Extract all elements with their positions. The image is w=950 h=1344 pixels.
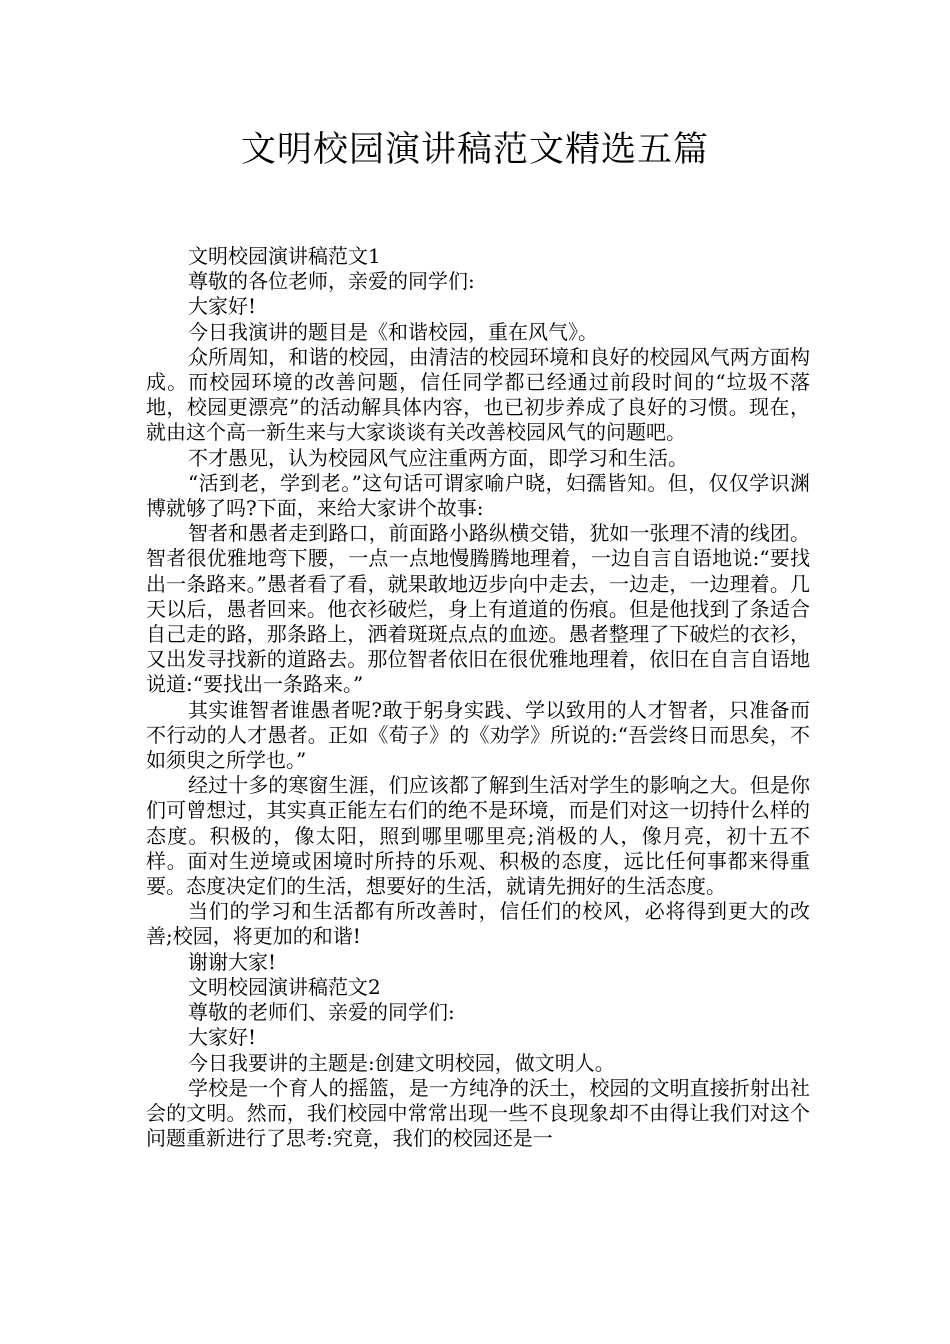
document-body xyxy=(146,244,810,1151)
paragraph: 众所周知，和谐的校园，由清洁的校园环境和良好的校园风气两方面构成。而校园环境的改善问题，信任同学都已经通过前段时间的“垃圾不落地，校园更漂亮”的活动解具体内容，也已初步养成了良好的习惯。现在，就由这个高一新生来与大家谈谈有关改善校园风气的问题吧。 xyxy=(146,344,810,445)
paragraph: 当们的学习和生活都有所改善时，信任们的校风，必将得到更大的改善;校园，将更加的和谐! xyxy=(146,899,810,949)
paragraph: 智者和愚者走到路口，前面路小路纵横交错，犹如一张理不清的线团。智者很优雅地弯下腰，一点一点地慢腾腾地理着，一边自言自语地说:“要找出一条路来。”愚者看了看，就果敢地迈步向中走去，一边走，一边理着。几天以后，愚者回来。他衣衫破烂，身上有道道的伤痕。但是他找到了条适合自己走的路，那条路上，洒着斑斑点点的血迹。愚者整理了下破烂的衣衫，又出发寻找新的道路去。那位智者依旧在很优雅地理着，依旧在自言自语地说道:“要找出一条路来。” xyxy=(146,521,810,697)
section-heading: 文明校园演讲稿范文1 xyxy=(188,244,381,268)
greeting: 大家好! xyxy=(188,294,257,319)
paragraph: 不才愚见，认为校园风气应注重两方面，即学习和生活。 xyxy=(188,445,688,470)
greeting: 大家好! xyxy=(188,1025,257,1050)
paragraph: 经过十多的寒窗生涯，们应该都了解到生活对学生的影响之大。但是你们可曾想过，其实真正能左右们的绝不是环境，而是们对这一切持什么样的态度。积极的，像太阳，照到哪里哪里亮;消极的人，像月亮，初十五不样。面对生逆境或困境时所持的乐观、积极的态度，远比任何事都来得重要。态度决定们的生活，想要好的生活，就请先拥好的生活态度。 xyxy=(146,773,810,899)
section-heading: 文明校园演讲稿范文2 xyxy=(188,974,381,999)
salutation: 尊敬的各位老师，亲爱的同学们: xyxy=(188,269,475,294)
paragraph: 今日我要讲的主题是:创建文明校园，做文明人。 xyxy=(188,1050,615,1075)
paragraph: 其实谁智者谁愚者呢?敢于躬身实践、学以致用的人才智者，只准备而不行动的人才愚者。正如《荀子》的《劝学》所说的:“吾尝终日而思矣，不如须臾之所学也。” xyxy=(146,697,810,773)
closing: 谢谢大家! xyxy=(188,949,277,974)
paragraph: 学校是一个育人的摇篮，是一方纯净的沃土，校园的文明直接折射出社会的文明。然而，我们校园中常常出现一些不良现象却不由得让我们对这个问题重新进行了思考:究竟，我们的校园还是一 xyxy=(146,1075,810,1151)
page-title: 文明校园演讲稿范文精选五篇 xyxy=(240,130,709,170)
salutation: 尊敬的老师们、亲爱的同学们: xyxy=(188,1000,455,1025)
paragraph: 今日我演讲的题目是《和谐校园，重在风气》。 xyxy=(188,319,598,344)
paragraph: “活到老，学到老。”这句话可谓家喻户晓，妇孺皆知。但，仅仅学识渊博就够了吗?下面，来给大家讲个故事: xyxy=(146,470,810,521)
